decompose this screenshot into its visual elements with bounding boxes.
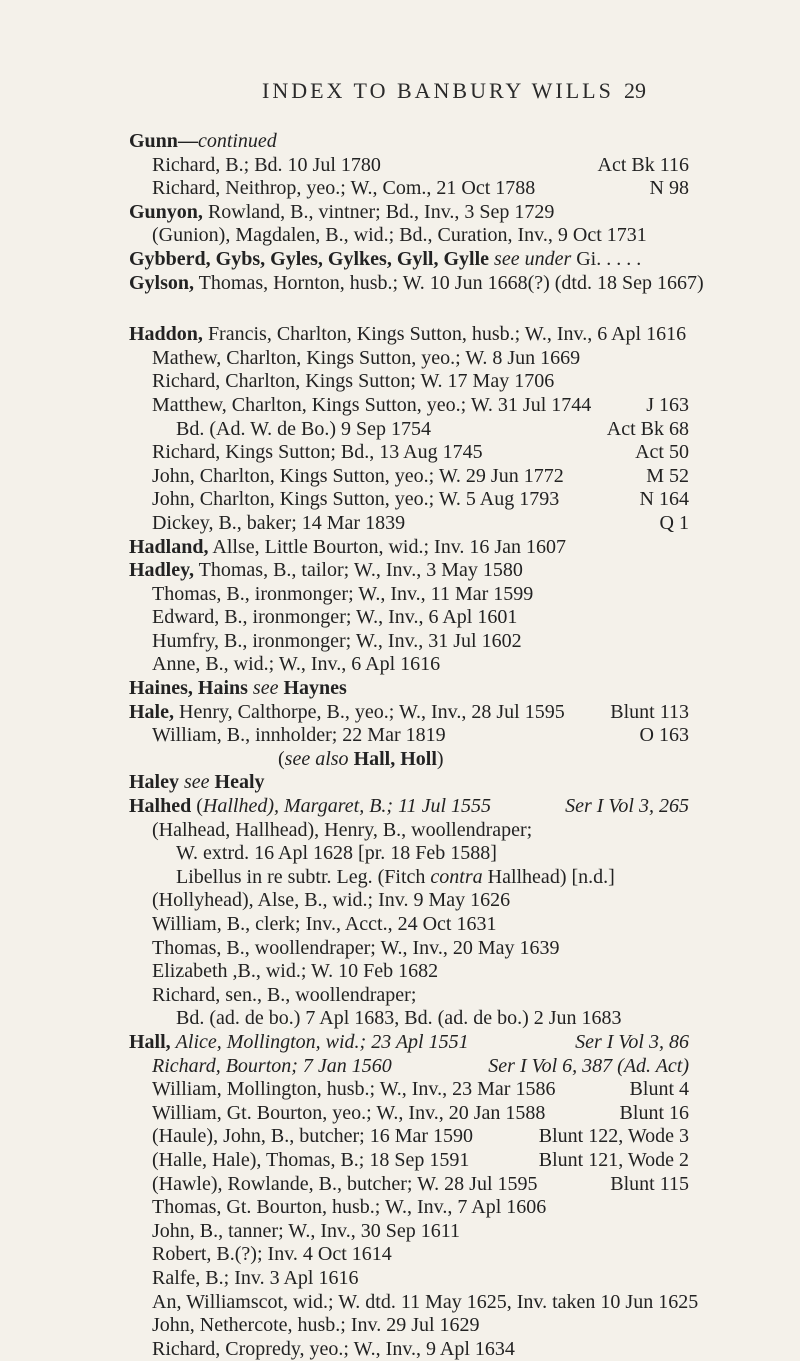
entry-text bbox=[152, 1196, 546, 1220]
entry-detail: William, Mollington, husb.; W., Inv., 23 Mar 1586 bbox=[152, 1078, 556, 1101]
entry-text bbox=[129, 130, 277, 154]
index-entry bbox=[0, 512, 800, 536]
entry-detail: Francis, Charlton, Kings Sutton, husb.; W., Inv., 6 Apl 1616 bbox=[202, 323, 687, 346]
index-entry bbox=[0, 1267, 800, 1291]
entry-text bbox=[152, 819, 532, 843]
index-entry bbox=[0, 842, 800, 866]
entry-text bbox=[176, 1007, 622, 1031]
continued-label: continued bbox=[197, 130, 277, 152]
entry-text bbox=[152, 1338, 515, 1361]
entry-detail: Allse, Little Bourton, wid.; Inv. 16 Jan 1607 bbox=[208, 535, 567, 558]
entry-detail: Richard, Cropredy, yeo.; W., Inv., 9 Apl 1634 bbox=[152, 1337, 515, 1360]
register-reference: Ser I Vol 3, 86 bbox=[575, 1030, 689, 1053]
index-entry bbox=[0, 748, 800, 772]
italic-word: contra bbox=[430, 865, 483, 888]
running-header bbox=[0, 78, 800, 108]
entry-text bbox=[129, 795, 491, 819]
entry-detail: (Hollyhead), Alse, B., wid.; Inv. 9 May 1626 bbox=[152, 889, 511, 912]
entry-detail: Richard, Neithrop, yeo.; W., Com., 21 Oct 1788 bbox=[152, 177, 536, 200]
entry-text bbox=[152, 465, 564, 489]
entry-text bbox=[152, 1291, 698, 1315]
index-entry bbox=[0, 1314, 800, 1338]
register-reference: N 98 bbox=[649, 177, 689, 200]
register-reference: Act 50 bbox=[635, 441, 689, 464]
index-entry bbox=[0, 536, 800, 560]
surname-heading: Haines, Hains bbox=[129, 677, 248, 700]
see-reference: see under bbox=[494, 247, 572, 270]
surname-heading: Haley bbox=[129, 771, 179, 794]
see-reference: see also bbox=[284, 747, 349, 770]
entry-text bbox=[152, 1149, 469, 1173]
index-entry bbox=[0, 201, 800, 225]
entry-detail: John, Charlton, Kings Sutton, yeo.; W. 29 Jun 1772 bbox=[152, 464, 564, 487]
entry-detail: Libellus in re subtr. Leg. (Fitch bbox=[176, 865, 431, 888]
entry-text bbox=[152, 724, 446, 748]
entry-detail: Elizabeth ,B., wid.; W. 10 Feb 1682 bbox=[152, 960, 439, 983]
index-entry bbox=[0, 771, 800, 795]
entry-text bbox=[129, 323, 686, 347]
entry-detail: Bd. (Ad. W. de Bo.) 9 Sep 1754 bbox=[176, 417, 431, 440]
index-entry bbox=[0, 653, 800, 677]
index-entry bbox=[0, 583, 800, 607]
entry-text bbox=[152, 1173, 538, 1197]
index-entry bbox=[0, 630, 800, 654]
entry-detail: (Halhead, Hallhead), Henry, B., woollendraper; bbox=[152, 818, 533, 841]
entry-text bbox=[278, 748, 444, 772]
entry-detail: Rowland, B., vintner; Bd., Inv., 3 Sep 1729 bbox=[202, 200, 555, 223]
register-reference: Act Bk 68 bbox=[606, 417, 689, 440]
surname-heading: Hadley, bbox=[129, 559, 195, 582]
entry-text bbox=[152, 370, 554, 394]
entry-detail: Richard, Kings Sutton; Bd., 13 Aug 1745 bbox=[152, 441, 483, 464]
index-entry bbox=[0, 1173, 800, 1197]
entry-detail: An, Williamscot, wid.; W. dtd. 11 May 1625, Inv. taken 10 Jun 1625 bbox=[152, 1290, 699, 1313]
entry-detail: ( bbox=[191, 795, 203, 818]
entry-detail: (Gunion), Magdalen, B., wid.; Bd., Curation, Inv., 9 Oct 1731 bbox=[152, 224, 647, 247]
register-reference: Blunt 113 bbox=[610, 700, 689, 723]
entry-text bbox=[152, 177, 535, 201]
entry-detail: John, B., tanner; W., Inv., 30 Sep 1611 bbox=[152, 1219, 460, 1242]
entry-text bbox=[176, 866, 615, 890]
entry-detail: Thomas, Gt. Bourton, husb.; W., Inv., 7 Apl 1606 bbox=[152, 1196, 547, 1219]
surname-heading: Hale, bbox=[129, 700, 174, 723]
index-entry bbox=[0, 1102, 800, 1126]
index-entry bbox=[0, 701, 800, 725]
entry-detail: Robert, B.(?); Inv. 4 Oct 1614 bbox=[152, 1243, 392, 1266]
index-entry bbox=[0, 1196, 800, 1220]
see-reference: see bbox=[252, 677, 279, 700]
index-entry bbox=[0, 248, 800, 272]
register-reference: Q 1 bbox=[659, 511, 689, 534]
register-reference: Blunt 16 bbox=[619, 1101, 689, 1124]
index-entry bbox=[0, 154, 800, 178]
index-entry bbox=[0, 394, 800, 418]
entry-detail: Edward, B., ironmonger; W., Inv., 6 Apl 1601 bbox=[152, 606, 518, 629]
entry-text bbox=[152, 512, 405, 536]
surname-heading: Gybberd, Gybs, Gyles, Gylkes, Gyll, Gylle bbox=[129, 247, 490, 270]
entry-detail: Richard, Charlton, Kings Sutton; W. 17 May 1706 bbox=[152, 370, 555, 393]
entry-text bbox=[129, 771, 265, 795]
index-entry bbox=[0, 960, 800, 984]
entry-detail: Henry, Calthorpe, B., yeo.; W., Inv., 28 Jul 1595 bbox=[174, 700, 565, 723]
entry-detail: Anne, B., wid.; W., Inv., 6 Apl 1616 bbox=[152, 653, 441, 676]
entry-text bbox=[129, 1031, 469, 1055]
entry-text bbox=[152, 488, 559, 512]
page-number: 29 bbox=[624, 78, 646, 103]
register-reference: Blunt 121, Wode 2 bbox=[538, 1148, 689, 1171]
entry-text bbox=[152, 630, 522, 654]
index-entry bbox=[0, 370, 800, 394]
surname-heading: Gunn bbox=[129, 130, 178, 152]
see-target: Healy bbox=[209, 771, 265, 794]
index-entries bbox=[0, 130, 800, 1361]
entry-detail: William, B., clerk; Inv., Acct., 24 Oct 1631 bbox=[152, 913, 497, 935]
entry-text bbox=[152, 1314, 480, 1338]
entry-text bbox=[129, 248, 641, 272]
index-entry bbox=[0, 418, 800, 442]
index-entry bbox=[0, 559, 800, 583]
index-entry bbox=[0, 724, 800, 748]
entry-text bbox=[152, 1267, 358, 1291]
entry-text bbox=[129, 536, 566, 560]
entry-detail: Dickey, B., baker; 14 Mar 1839 bbox=[152, 511, 406, 534]
see-reference: see bbox=[184, 771, 210, 794]
index-entry bbox=[0, 1291, 800, 1315]
surname-heading: Gunyon, bbox=[129, 200, 203, 223]
register-reference: Blunt 4 bbox=[629, 1078, 689, 1101]
paren: ) bbox=[436, 747, 444, 770]
entry-detail: William, B., innholder; 22 Mar 1819 bbox=[152, 724, 446, 747]
surname-heading: Halhed bbox=[129, 795, 192, 818]
entry-detail-cont: Hallhead) [n.d.] bbox=[482, 865, 615, 888]
index-entry bbox=[0, 819, 800, 843]
entry-text bbox=[129, 272, 704, 296]
entry-text bbox=[152, 1220, 460, 1244]
index-entry bbox=[0, 606, 800, 630]
index-entry bbox=[0, 1220, 800, 1244]
index-entry bbox=[0, 465, 800, 489]
index-entry bbox=[0, 866, 800, 890]
register-reference: Blunt 122, Wode 3 bbox=[538, 1125, 689, 1148]
see-target: Hall, Holl bbox=[348, 747, 437, 770]
entry-text bbox=[152, 583, 533, 607]
entry-text bbox=[152, 1078, 555, 1102]
index-entry bbox=[0, 677, 800, 701]
entry-detail-italic: Hallhed), Margaret, B.; 11 Jul 1555 bbox=[202, 795, 492, 818]
register-reference: Ser I Vol 3, 265 bbox=[565, 795, 689, 818]
entry-detail: Thomas, B., woollendraper; W., Inv., 20 May 1639 bbox=[152, 936, 560, 959]
header-title: INDEX TO BANBURY WILLS bbox=[262, 78, 614, 103]
index-entry bbox=[0, 1243, 800, 1267]
index-entry bbox=[0, 1125, 800, 1149]
index-entry bbox=[0, 1078, 800, 1102]
index-entry bbox=[0, 323, 800, 347]
see-target: Haynes bbox=[278, 677, 347, 700]
register-reference: M 52 bbox=[646, 464, 689, 487]
index-entry bbox=[0, 441, 800, 465]
register-reference: Ser I Vol 6, 387 (Ad. Act) bbox=[488, 1054, 689, 1077]
entry-text bbox=[152, 224, 647, 248]
index-entry bbox=[0, 177, 800, 201]
surname-heading: Hadland, bbox=[129, 535, 209, 558]
entry-detail: Thomas, B., ironmonger; W., Inv., 11 Mar 1599 bbox=[152, 582, 534, 605]
entry-text bbox=[129, 701, 565, 725]
entry-detail: John, Nethercote, husb.; Inv. 29 Jul 1629 bbox=[152, 1314, 480, 1337]
entry-detail: Ralfe, B.; Inv. 3 Apl 1616 bbox=[152, 1266, 359, 1289]
entry-detail: (Haule), John, B., butcher; 16 Mar 1590 bbox=[152, 1125, 474, 1148]
index-entry bbox=[0, 224, 800, 248]
entry-text bbox=[129, 559, 523, 583]
entry-text bbox=[129, 677, 347, 701]
entry-detail: William, Gt. Bourton, yeo.; W., Inv., 20 Jan 1588 bbox=[152, 1101, 546, 1124]
entry-text bbox=[152, 441, 483, 465]
register-reference: Blunt 115 bbox=[610, 1172, 689, 1195]
index-entry bbox=[0, 347, 800, 371]
entry-text bbox=[152, 984, 416, 1008]
index-entry bbox=[0, 1055, 800, 1079]
entry-detail: Thomas, Hornton, husb.; W. 10 Jun 1668(?) (dtd. 18 Sep 1667) bbox=[194, 271, 704, 294]
entry-text bbox=[152, 1055, 392, 1079]
entry-detail: Mathew, Charlton, Kings Sutton, yeo.; W. 8 Jun 1669 bbox=[152, 346, 581, 369]
register-reference: N 164 bbox=[639, 488, 689, 511]
entry-text bbox=[152, 913, 497, 937]
entry-text bbox=[152, 347, 580, 371]
see-target: Gi. . . . . bbox=[571, 247, 642, 270]
entry-detail: Thomas, B., tailor; W., Inv., 3 May 1580 bbox=[194, 559, 523, 582]
index-entry bbox=[0, 130, 800, 154]
dash: — bbox=[177, 130, 198, 152]
entry-text bbox=[152, 960, 438, 984]
surname-heading: Hall, bbox=[129, 1030, 171, 1053]
entry-text bbox=[152, 653, 440, 677]
entry-text bbox=[152, 937, 560, 961]
index-entry bbox=[0, 937, 800, 961]
entry-text bbox=[176, 418, 431, 442]
entry-detail: Bd. (ad. de bo.) 7 Apl 1683, Bd. (ad. de bo.) 2 Jun 1683 bbox=[176, 1007, 622, 1030]
entry-text bbox=[152, 394, 591, 418]
entry-detail: Richard, sen., B., woollendraper; bbox=[152, 983, 417, 1006]
entry-text bbox=[152, 606, 517, 630]
index-entry bbox=[0, 1031, 800, 1055]
index-entry bbox=[0, 488, 800, 512]
entry-text bbox=[152, 889, 510, 913]
entry-text bbox=[152, 1125, 473, 1149]
entry-text bbox=[152, 1243, 392, 1267]
entry-detail-italic: Richard, Bourton; 7 Jan 1560 bbox=[152, 1054, 392, 1077]
entry-text bbox=[129, 201, 554, 225]
register-reference: Act Bk 116 bbox=[597, 153, 689, 176]
entry-detail: Matthew, Charlton, Kings Sutton, yeo.; W. 31 Jul 1744 bbox=[152, 393, 592, 416]
register-reference: O 163 bbox=[639, 724, 689, 747]
entry-detail: Richard, B.; Bd. 10 Jul 1780 bbox=[152, 153, 381, 176]
entry-text bbox=[152, 154, 381, 178]
surname-heading: Gylson, bbox=[129, 271, 195, 294]
entry-detail: (Hawle), Rowlande, B., butcher; W. 28 Jul 1595 bbox=[152, 1172, 538, 1195]
index-entry bbox=[0, 889, 800, 913]
index-entry bbox=[0, 795, 800, 819]
index-entry bbox=[0, 1007, 800, 1031]
entry-detail: W. extrd. 16 Apl 1628 [pr. 18 Feb 1588] bbox=[176, 842, 497, 865]
index-entry bbox=[0, 913, 800, 937]
index-entry bbox=[0, 1338, 800, 1361]
entry-detail: (Halle, Hale), Thomas, B.; 18 Sep 1591 bbox=[152, 1148, 470, 1171]
index-entry bbox=[0, 1149, 800, 1173]
index-entry bbox=[0, 984, 800, 1008]
entry-detail: John, Charlton, Kings Sutton, yeo.; W. 5 Aug 1793 bbox=[152, 488, 560, 511]
entry-text bbox=[152, 1102, 545, 1126]
entry-detail: Humfry, B., ironmonger; W., Inv., 31 Jul 1602 bbox=[152, 629, 522, 652]
surname-heading: Haddon, bbox=[129, 323, 203, 346]
paren: ( bbox=[278, 747, 285, 770]
entry-text bbox=[176, 842, 497, 866]
entry-detail-italic: Alice, Mollington, wid.; 23 Apl 1551 bbox=[175, 1030, 469, 1053]
register-reference: J 163 bbox=[646, 393, 689, 416]
index-entry bbox=[0, 272, 800, 296]
